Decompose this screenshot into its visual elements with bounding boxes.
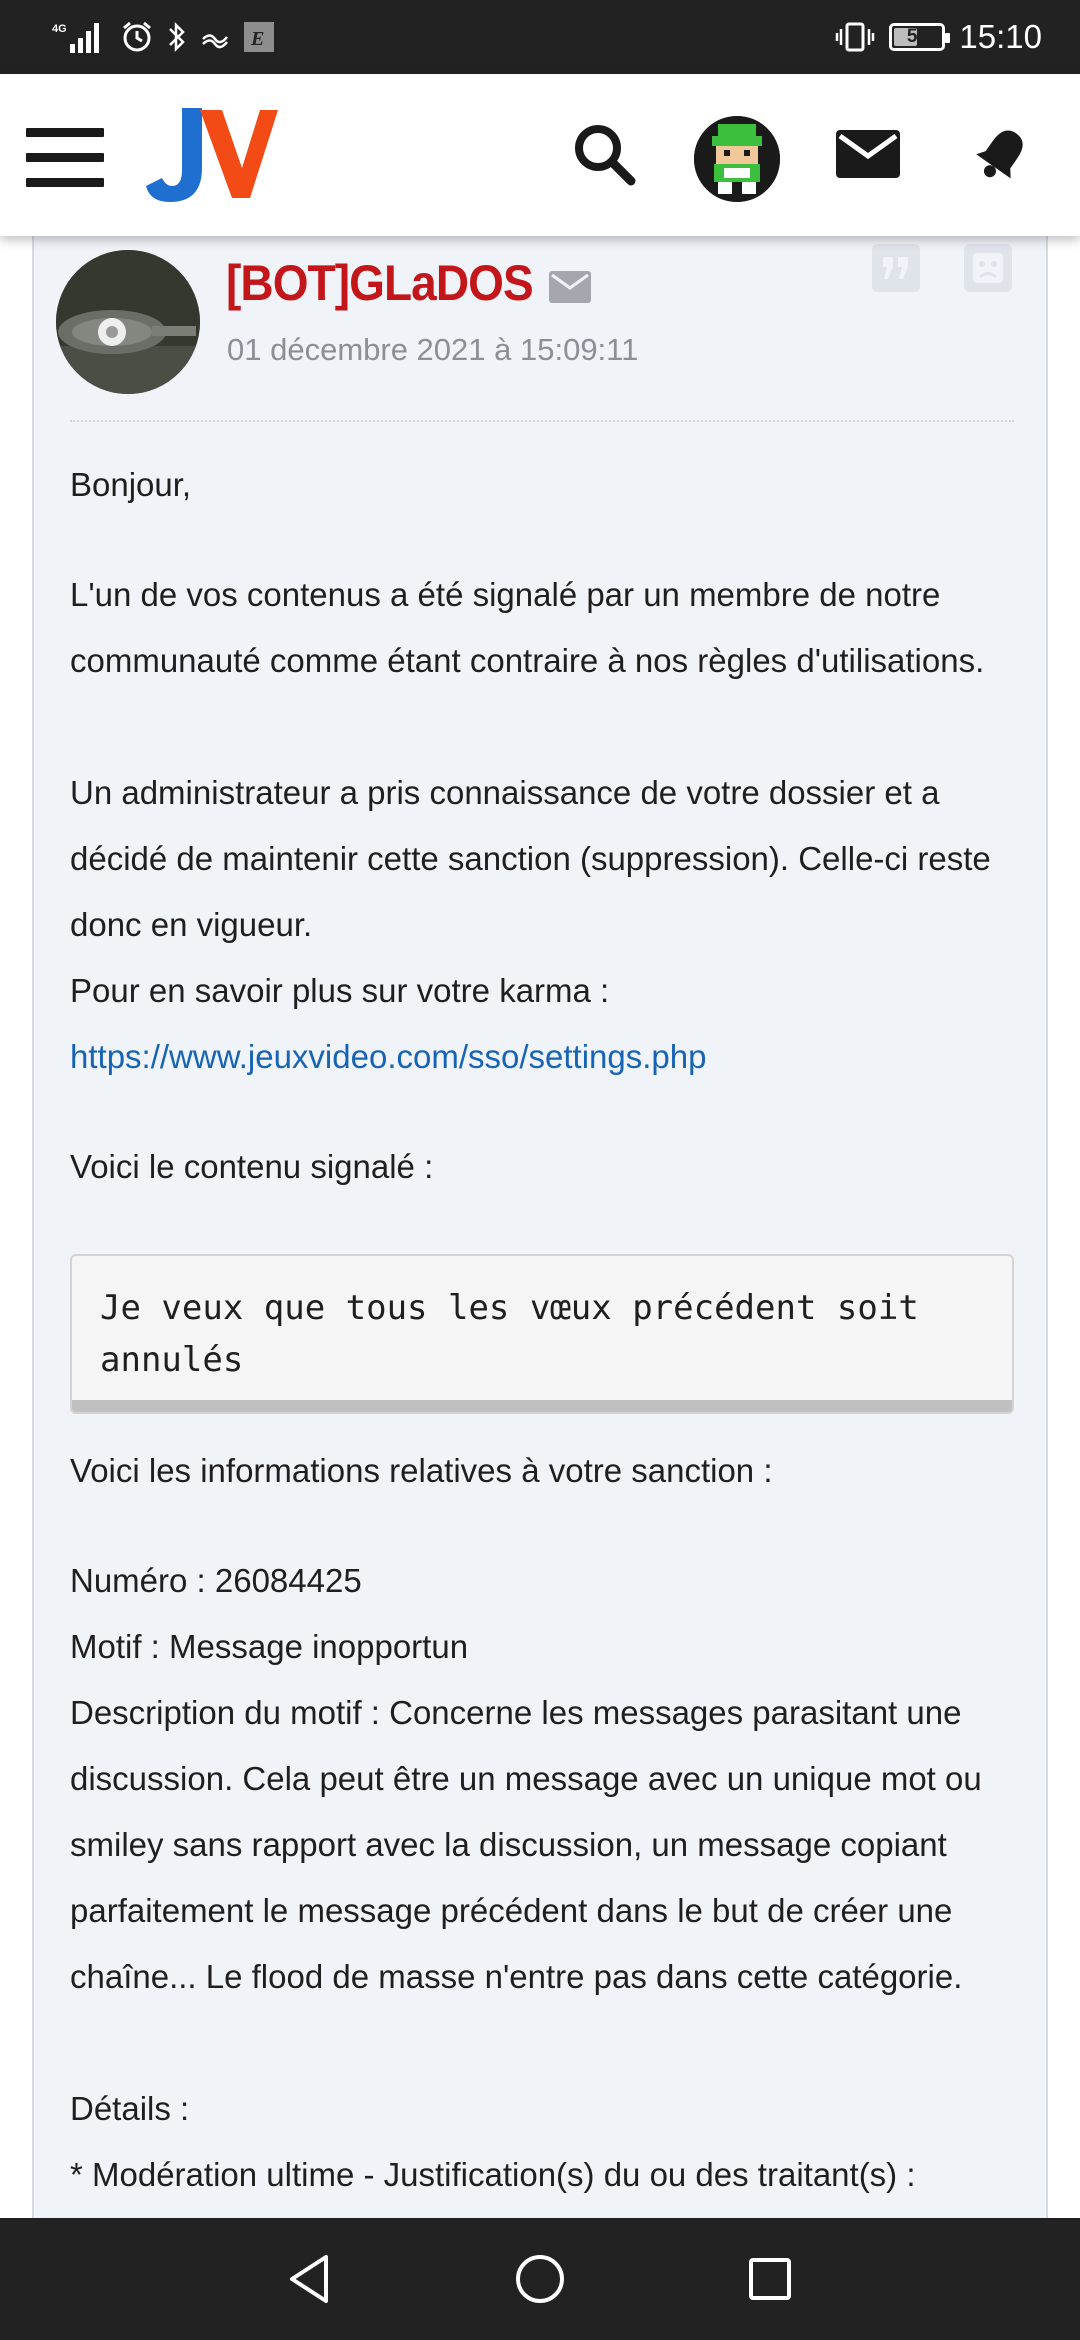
home-icon [513, 2252, 567, 2306]
greeting: Bonjour, [70, 466, 192, 503]
menu-icon[interactable] [26, 128, 104, 188]
jv-logo[interactable] [144, 102, 278, 206]
sanction-details: Détails : [70, 2090, 190, 2127]
app-header [0, 74, 1080, 236]
status-bar [0, 0, 1080, 74]
user-avatar[interactable] [694, 116, 780, 202]
moderation-justification: * Modération ultime - Justification(s) du ou des traitant(s) : [70, 2156, 916, 2193]
send-mp-icon[interactable] [548, 270, 592, 304]
status-left [52, 14, 276, 60]
battery-level: 51 [906, 26, 928, 47]
quote-icon [881, 255, 911, 281]
battery-icon [889, 23, 945, 51]
paragraph-karma: Pour en savoir plus sur votre karma : [70, 972, 610, 1009]
paragraph-admin: Un administrateur a pris connaissance de votre dossier et a décidé de maintenir cette sanction (suppression). Celle-ci reste donc en vigueur. [70, 774, 991, 943]
svg-text:4G: 4G [52, 23, 67, 35]
vibrate-icon [835, 20, 875, 54]
recents-button[interactable] [735, 2244, 805, 2314]
svg-text:E: E [251, 28, 265, 50]
back-icon [284, 2252, 334, 2306]
app-notification-icon [242, 20, 276, 54]
post-date: 01 décembre 2021 à 15:09:11 [227, 332, 639, 367]
author-name[interactable]: [BOT]GLaDOS [226, 255, 533, 311]
system-nav-bar [0, 2218, 1080, 2340]
message-card [32, 236, 1048, 2218]
mail-icon[interactable] [828, 114, 908, 194]
report-button[interactable] [964, 244, 1012, 292]
notifications-icon[interactable] [962, 114, 1042, 194]
recents-icon [745, 2254, 795, 2304]
reported-content: Je veux que tous les vœux précédent soit annulés [100, 1288, 919, 1380]
back-button[interactable] [274, 2244, 344, 2314]
sanction-motif: Motif : Message inopportun [70, 1628, 469, 1665]
home-button[interactable] [505, 2244, 575, 2314]
sad-face-icon [971, 251, 1005, 285]
sanction-description: Description du motif : Concerne les messages parasitant une discussion. Cela peut être un message avec un unique mot ou smiley sans rapport avec la discussion, un message copiant parfaitement le message précédent dans le but de créer une chaîne... Le flood de masse n'entre pas dans cette catégorie. [70, 1694, 982, 1995]
status-right [835, 14, 1042, 60]
quote-button[interactable] [872, 244, 920, 292]
sanction-intro: Voici les informations relatives à votre sanction : [70, 1452, 773, 1489]
sanction-number: Numéro : 26084425 [70, 1562, 362, 1599]
header-divider [70, 420, 1014, 422]
bluetooth-icon [166, 20, 188, 54]
clock: 15:10 [959, 18, 1042, 55]
signal-icon [52, 20, 108, 54]
code-scrollbar[interactable] [72, 1400, 1012, 1412]
author-avatar[interactable] [56, 250, 200, 394]
search-icon[interactable] [564, 114, 644, 194]
paragraph-reported: L'un de vos contenus a été signalé par un membre de notre communauté comme étant contraire à nos règles d'utilisations. [70, 576, 985, 679]
nfc-icon [200, 20, 230, 54]
karma-link[interactable]: https://www.jeuxvideo.com/sso/settings.php [70, 1038, 707, 1075]
message-content [0, 236, 1080, 2218]
reported-intro: Voici le contenu signalé : [70, 1148, 434, 1185]
alarm-icon [120, 20, 154, 54]
reported-content-box [70, 1254, 1014, 1414]
